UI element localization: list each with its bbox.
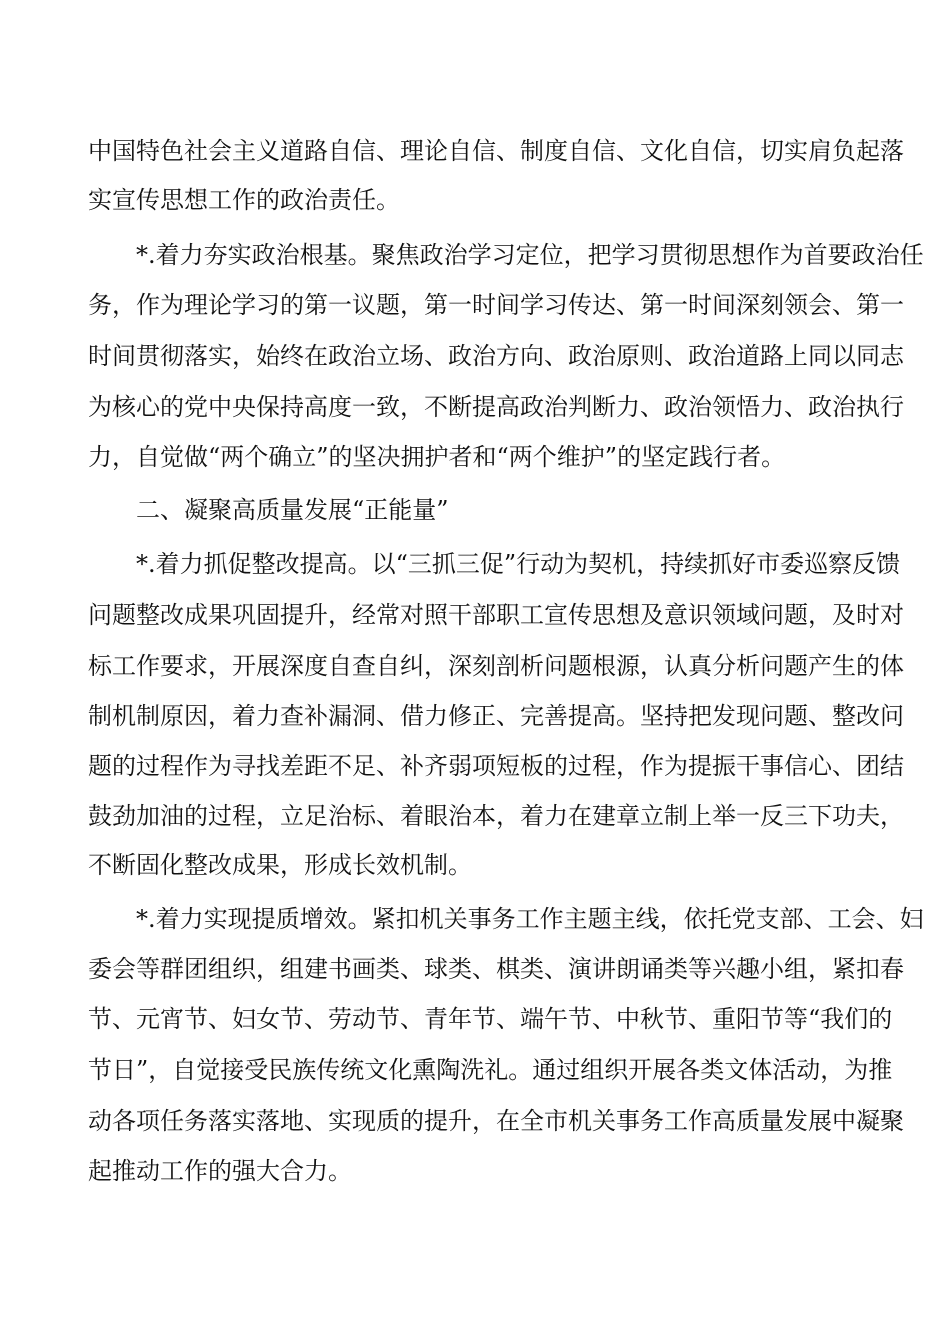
text-line: 委会等群团组织，组建书画类、球类、棋类、演讲朗诵类等兴趣小组，紧扣春 [88, 955, 904, 983]
text-line: *.着力夯实政治根基。聚焦政治学习定位，把学习贯彻思想作为首要政治任 [136, 241, 924, 269]
text-line: 题的过程作为寻找差距不足、补齐弱项短板的过程，作为提振干事信心、团结 [88, 752, 904, 780]
text-line: 动各项任务落实落地、实现质的提升，在全市机关事务工作高质量发展中凝聚 [88, 1107, 904, 1135]
text-line: 时间贯彻落实，始终在政治立场、政治方向、政治原则、政治道路上同以同志 [88, 342, 904, 370]
text-line: 力，自觉做“两个确立”的坚决拥护者和“两个维护”的坚定践行者。 [88, 443, 786, 471]
text-line: 务，作为理论学习的第一议题，第一时间学习传达、第一时间深刻领会、第一 [88, 291, 904, 319]
text-line: 中国特色社会主义道路自信、理论自信、制度自信、文化自信，切实肩负起落 [88, 137, 904, 165]
text-line: 节日”，自觉接受民族传统文化熏陶洗礼。通过组织开展各类文体活动，为推 [88, 1056, 893, 1084]
section-heading: 二、凝聚高质量发展“正能量” [136, 496, 449, 524]
text-line: 鼓劲加油的过程，立足治标、着眼治本，着力在建章立制上举一反三下功夫， [88, 802, 904, 830]
text-line: 起推动工作的强大合力。 [88, 1157, 352, 1185]
text-line: *.着力抓促整改提高。以“三抓三促”行动为契机，持续抓好市委巡察反馈 [136, 550, 901, 578]
text-line: 标工作要求，开展深度自查自纠，深刻剖析问题根源，认真分析问题产生的体 [88, 652, 904, 680]
text-line: 不断固化整改成果，形成长效机制。 [88, 851, 472, 879]
text-line: 为核心的党中央保持高度一致，不断提高政治判断力、政治领悟力、政治执行 [88, 393, 904, 421]
text-line: 制机制原因，着力查补漏洞、借力修正、完善提高。坚持把发现问题、整改问 [88, 702, 904, 730]
text-line: 问题整改成果巩固提升，经常对照干部职工宣传思想及意识领域问题，及时对 [88, 601, 904, 629]
text-line: 节、元宵节、妇女节、劳动节、青年节、端午节、中秋节、重阳节等“我们的 [88, 1005, 893, 1033]
text-line: 实宣传思想工作的政治责任。 [88, 186, 400, 214]
text-line: *.着力实现提质增效。紧扣机关事务工作主题主线，依托党支部、工会、妇 [136, 905, 924, 933]
